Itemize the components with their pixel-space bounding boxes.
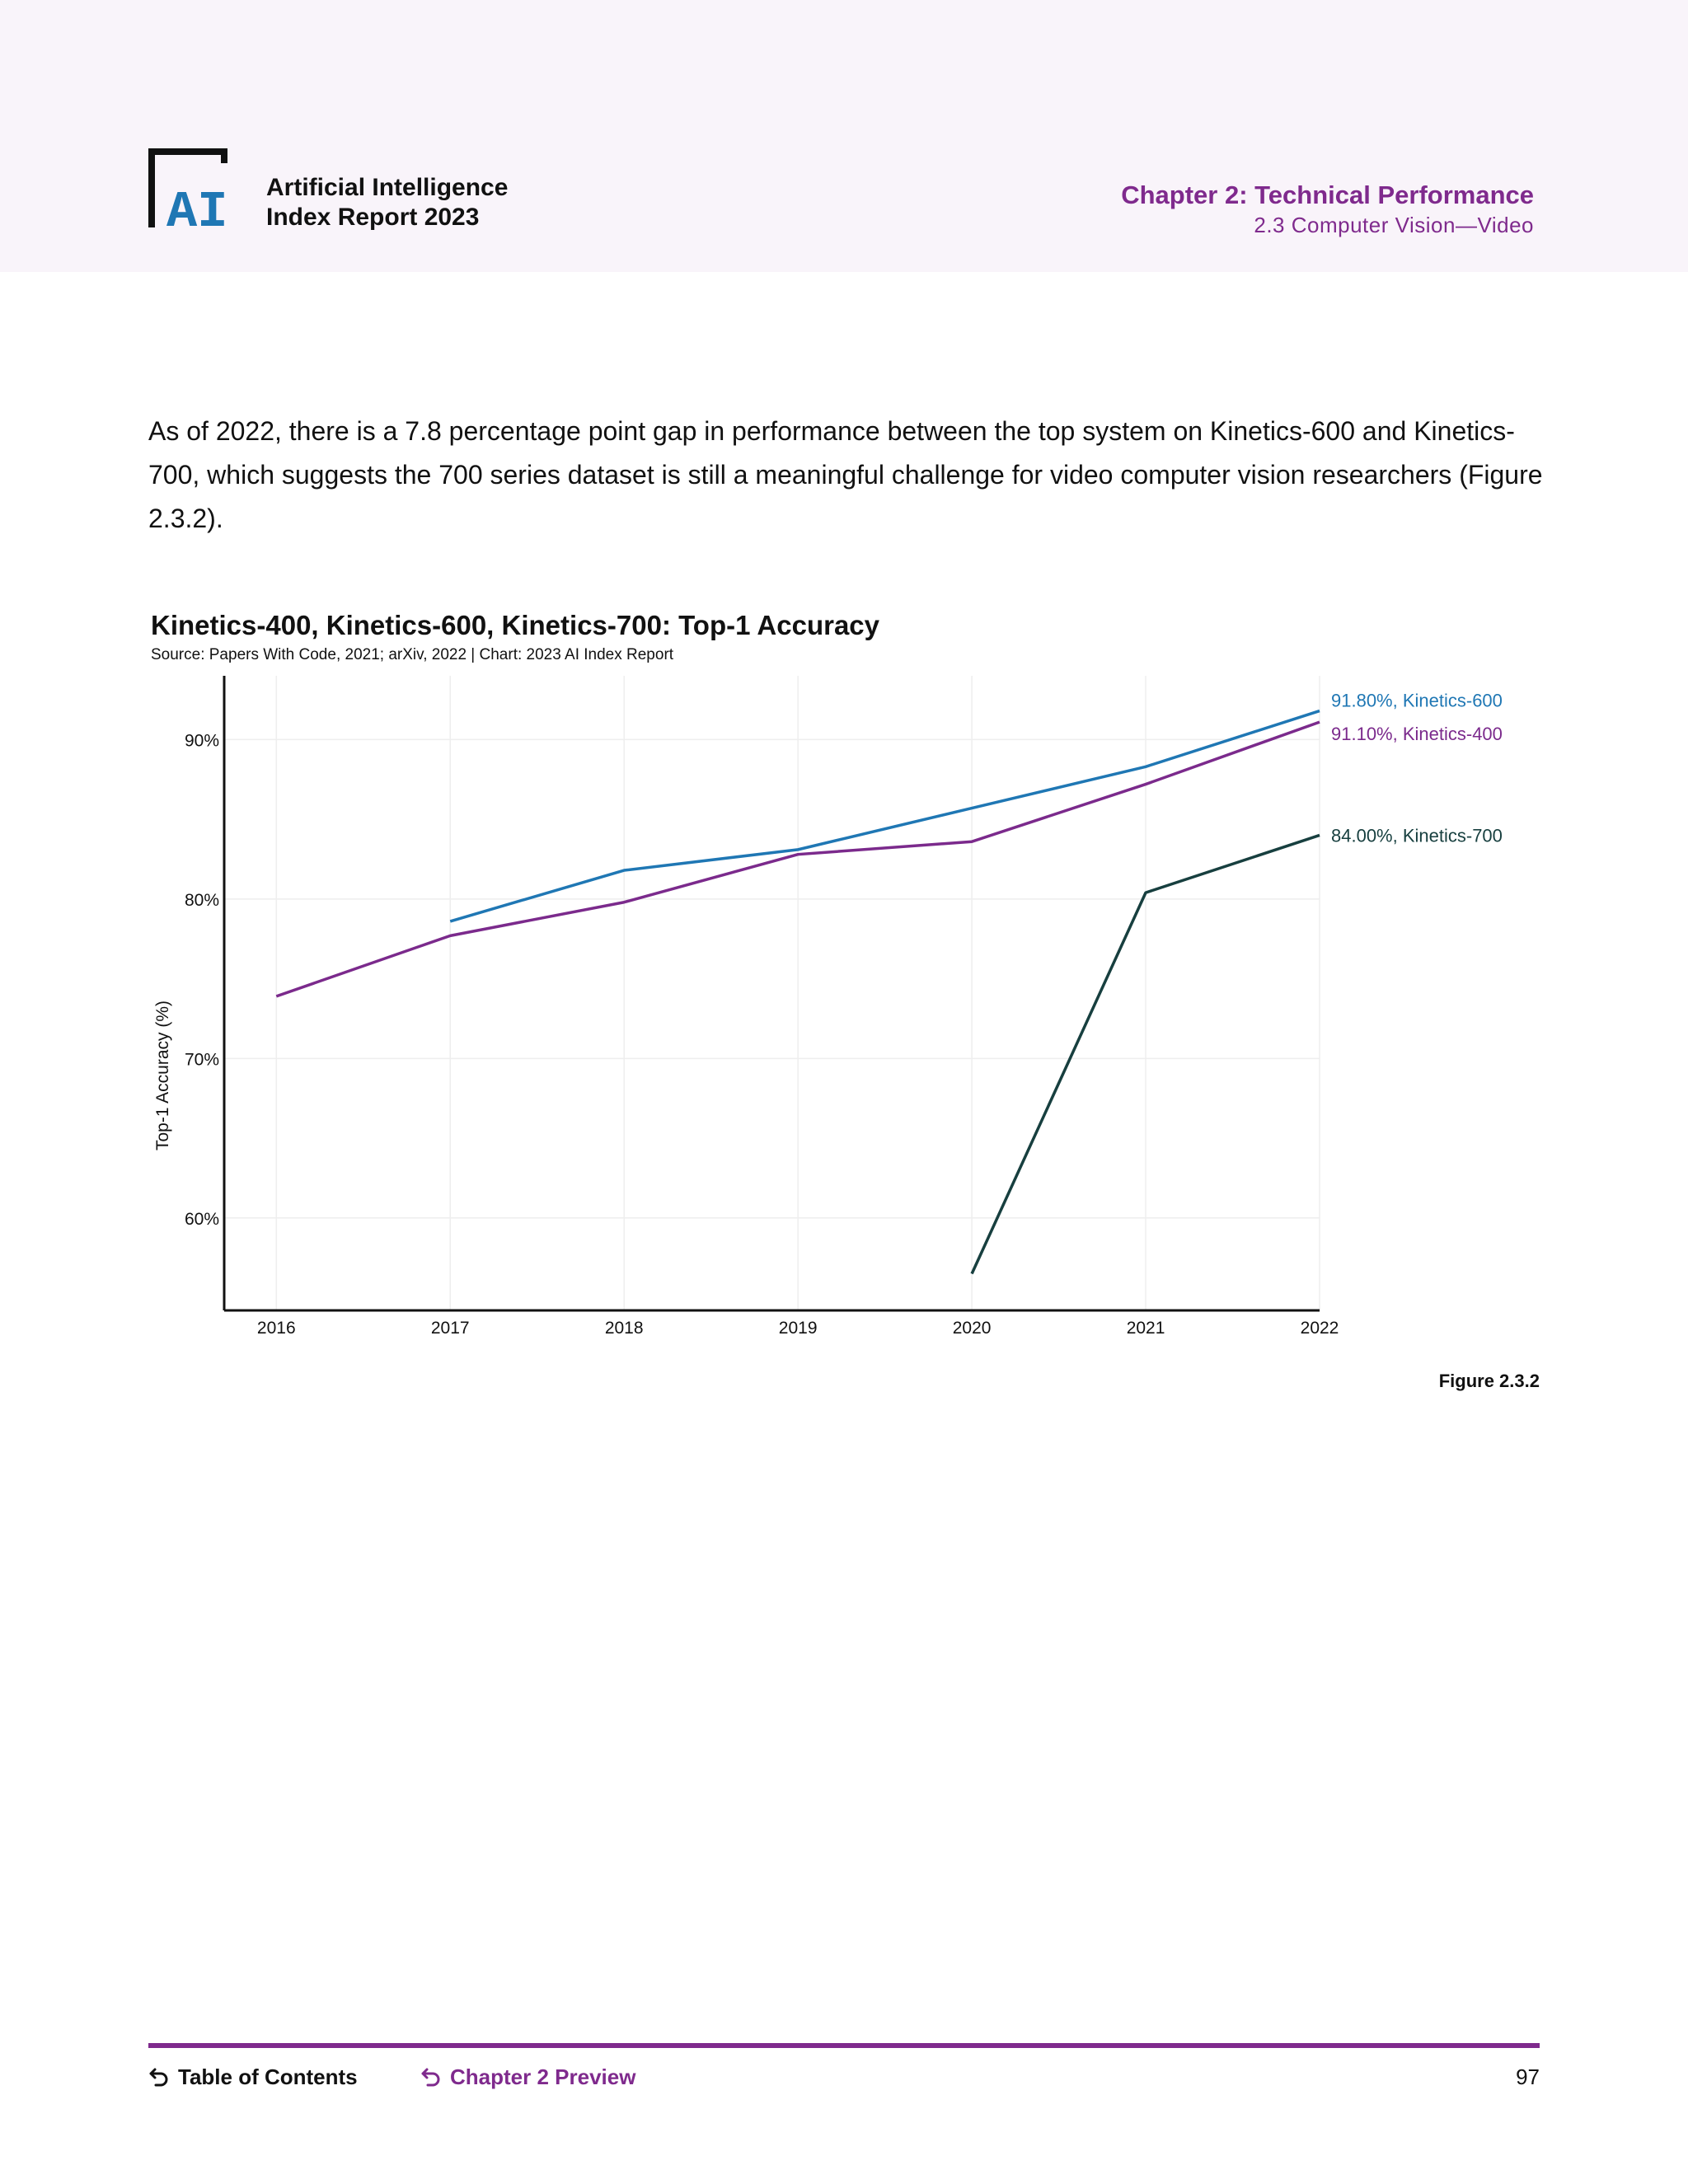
x-tick-label: 2021 [1126, 1319, 1165, 1338]
y-tick-label: 60% [184, 1209, 219, 1229]
section-title: 2.3 Computer Vision—Video [1254, 213, 1534, 237]
end-label-kinetics-600: 91.80%, Kinetics-600 [1331, 690, 1503, 711]
return-arrow-icon [420, 2066, 442, 2088]
x-tick-label: 2019 [778, 1319, 818, 1338]
end-label-kinetics-700: 84.00%, Kinetics-700 [1331, 825, 1503, 846]
x-tick-label: 2020 [952, 1319, 992, 1338]
table-of-contents-link[interactable] [148, 2062, 358, 2092]
chapter-title: Chapter 2: Technical Performance [1121, 180, 1534, 209]
body-paragraph: As of 2022, there is a 7.8 percentage point gap in performance between the top system on Kinetics-600 and Kinetics-700, which suggests the 700 series dataset is still a meaningful challenge for video computer vision researchers (Figure 2.3.2). [148, 416, 1543, 533]
x-tick-label: 2017 [430, 1319, 470, 1338]
y-axis-label: Top-1 Accuracy (%) [153, 1000, 172, 1151]
brand-line-1: Artificial Intelligence [266, 174, 509, 201]
figure-label: Figure 2.3.2 [1438, 1371, 1540, 1391]
y-tick-label: 80% [184, 890, 219, 910]
brand-line-2: Index Report 2023 [266, 204, 480, 231]
chart-title: Kinetics-400, Kinetics-600, Kinetics-700: Top-1 Accuracy [151, 610, 880, 640]
logo-text: AI [166, 183, 228, 231]
toc-label: Table of Contents [178, 2064, 358, 2089]
chapter-preview-link[interactable] [420, 2062, 635, 2092]
chart-source: Source: Papers With Code, 2021; arXiv, 2022 | Chart: 2023 AI Index Report [151, 646, 674, 663]
series-line-kinetics-600 [450, 711, 1320, 921]
x-tick-label: 2016 [256, 1319, 296, 1338]
y-tick-label: 70% [184, 1050, 219, 1070]
y-tick-label: 90% [184, 731, 219, 751]
x-tick-label: 2018 [604, 1319, 644, 1338]
return-arrow-icon [148, 2066, 170, 2088]
end-label-kinetics-400: 91.10%, Kinetics-400 [1331, 724, 1503, 745]
x-tick-label: 2022 [1300, 1319, 1339, 1338]
chapter-preview-label: Chapter 2 Preview [450, 2064, 636, 2089]
page-number: 97 [1516, 2064, 1540, 2089]
footer-rule [148, 2043, 1540, 2048]
